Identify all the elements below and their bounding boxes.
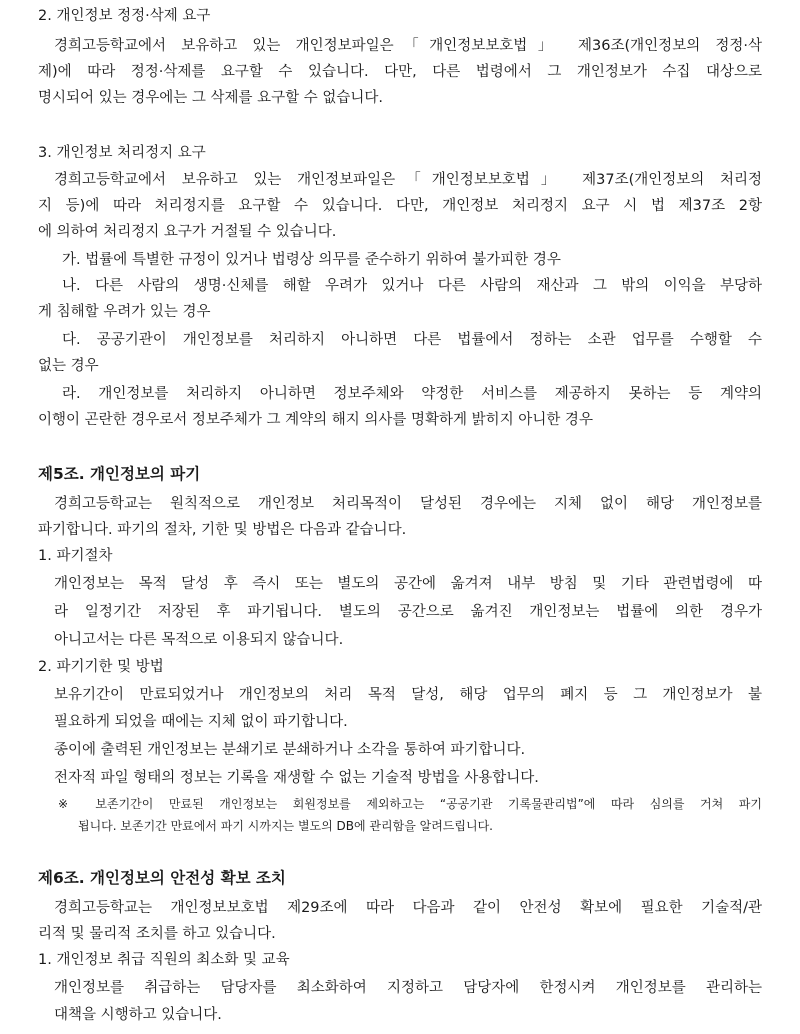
sub-heading-period-method: 2. 파기기한 및 방법 bbox=[38, 659, 164, 675]
list-item-da: 다. 공공기관이 개인정보를 처리하지 아니하면 다른 법률에서 정하는 소관 업무를 수행할 수 bbox=[62, 332, 762, 348]
paragraph-line: 라 일정기간 저장된 후 파기됩니다. 별도의 공간으로 옮겨진 개인정보는 법률에 의한 경우가 bbox=[54, 604, 762, 620]
paragraph-line: 경희고등학교에서 보유하고 있는 개인정보파일은「개인정보보호법」 제36조(개인정보의 정정·삭 bbox=[54, 38, 762, 54]
sub-heading-procedure: 1. 파기절차 bbox=[38, 548, 113, 564]
paragraph-line: 전자적 파일 형태의 정보는 기록을 재생할 수 없는 기술적 방법을 사용합니다. bbox=[54, 770, 539, 786]
section-6-title: 제6조. 개인정보의 안전성 확보 조치 bbox=[38, 869, 286, 887]
paragraph-line: 필요하게 되었을 때에는 지체 없이 파기합니다. bbox=[54, 714, 348, 730]
sub-heading-staff: 1. 개인정보 취급 직원의 최소화 및 교육 bbox=[38, 952, 290, 968]
paragraph-line: 에 의하여 처리정지 요구가 거절될 수 있습니다. bbox=[38, 224, 337, 240]
paragraph-line: 보유기간이 만료되었거나 개인정보의 처리 목적 달성, 해당 업무의 폐지 등 그 개인정보가 불 bbox=[54, 687, 762, 703]
paragraph-line: 리적 및 물리적 조치를 하고 있습니다. bbox=[38, 926, 276, 942]
paragraph-line: 개인정보를 취급하는 담당자를 최소화하여 지정하고 담당자에 한정시켜 개인정보를 관리하는 bbox=[54, 980, 762, 996]
paragraph-line: 지 등)에 따라 처리정지를 요구할 수 있습니다. 다만, 개인정보 처리정지 요구 시 법 제37조 2항 bbox=[38, 198, 762, 214]
note-line: ※ 보존기간이 만료된 개인정보는 회원정보를 제외하고는 “공공기관 기록물관리법”에 따라 심의를 거쳐 파기 bbox=[58, 797, 762, 811]
item-2-heading: 2. 개인정보 정정·삭제 요구 bbox=[38, 8, 211, 24]
paragraph-line: 경희고등학교는 원칙적으로 개인정보 처리목적이 달성된 경우에는 지체 없이 해당 개인정보를 bbox=[54, 496, 762, 512]
list-item-na: 나. 다른 사람의 생명·신체를 해할 우려가 있거나 다른 사람의 재산과 그 밖의 이익을 부당하 bbox=[62, 278, 762, 294]
paragraph-line: 대책을 시행하고 있습니다. bbox=[54, 1007, 222, 1023]
item-3-heading: 3. 개인정보 처리정지 요구 bbox=[38, 145, 206, 161]
list-item-ra: 라. 개인정보를 처리하지 아니하면 정보주체와 약정한 서비스를 제공하지 못하는 등 계약의 bbox=[62, 386, 762, 402]
note-line: 됩니다. 보존기간 만료에서 파기 시까지는 별도의 DB에 관리함을 알려드립니다. bbox=[78, 819, 493, 833]
list-item-da-cont: 없는 경우 bbox=[38, 358, 99, 374]
list-item-na-cont: 게 침해할 우려가 있는 경우 bbox=[38, 304, 211, 320]
paragraph-line: 명시되어 있는 경우에는 그 삭제를 요구할 수 없습니다. bbox=[38, 90, 384, 106]
paragraph-line: 아니고서는 다른 목적으로 이용되지 않습니다. bbox=[54, 632, 344, 648]
paragraph-line: 파기합니다. 파기의 절차, 기한 및 방법은 다음과 같습니다. bbox=[38, 522, 407, 538]
paragraph-line: 경희고등학교는 개인정보보호법 제29조에 따라 다음과 같이 안전성 확보에 필요한 기술적/관 bbox=[54, 900, 762, 916]
list-item-ga: 가. 법률에 특별한 규정이 있거나 법령상 의무를 준수하기 위하여 불가피한 경우 bbox=[62, 252, 561, 268]
paragraph-line: 종이에 출력된 개인정보는 분쇄기로 분쇄하거나 소각을 통하여 파기합니다. bbox=[54, 742, 526, 758]
paragraph-line: 경희고등학교에서 보유하고 있는 개인정보파일은「개인정보보호법」 제37조(개인정보의 처리정 bbox=[54, 172, 762, 188]
paragraph-line: 개인정보는 목적 달성 후 즉시 또는 별도의 공간에 옮겨져 내부 방침 및 기타 관련법령에 따 bbox=[54, 576, 762, 592]
paragraph-line: 제)에 따라 정정·삭제를 요구할 수 있습니다. 다만, 다른 법령에서 그 개인정보가 수집 대상으로 bbox=[38, 64, 762, 80]
list-item-ra-cont: 이행이 곤란한 경우로서 정보주체가 그 계약의 해지 의사를 명확하게 밝히지 아니한 경우 bbox=[38, 412, 593, 428]
section-5-title: 제5조. 개인정보의 파기 bbox=[38, 465, 201, 483]
